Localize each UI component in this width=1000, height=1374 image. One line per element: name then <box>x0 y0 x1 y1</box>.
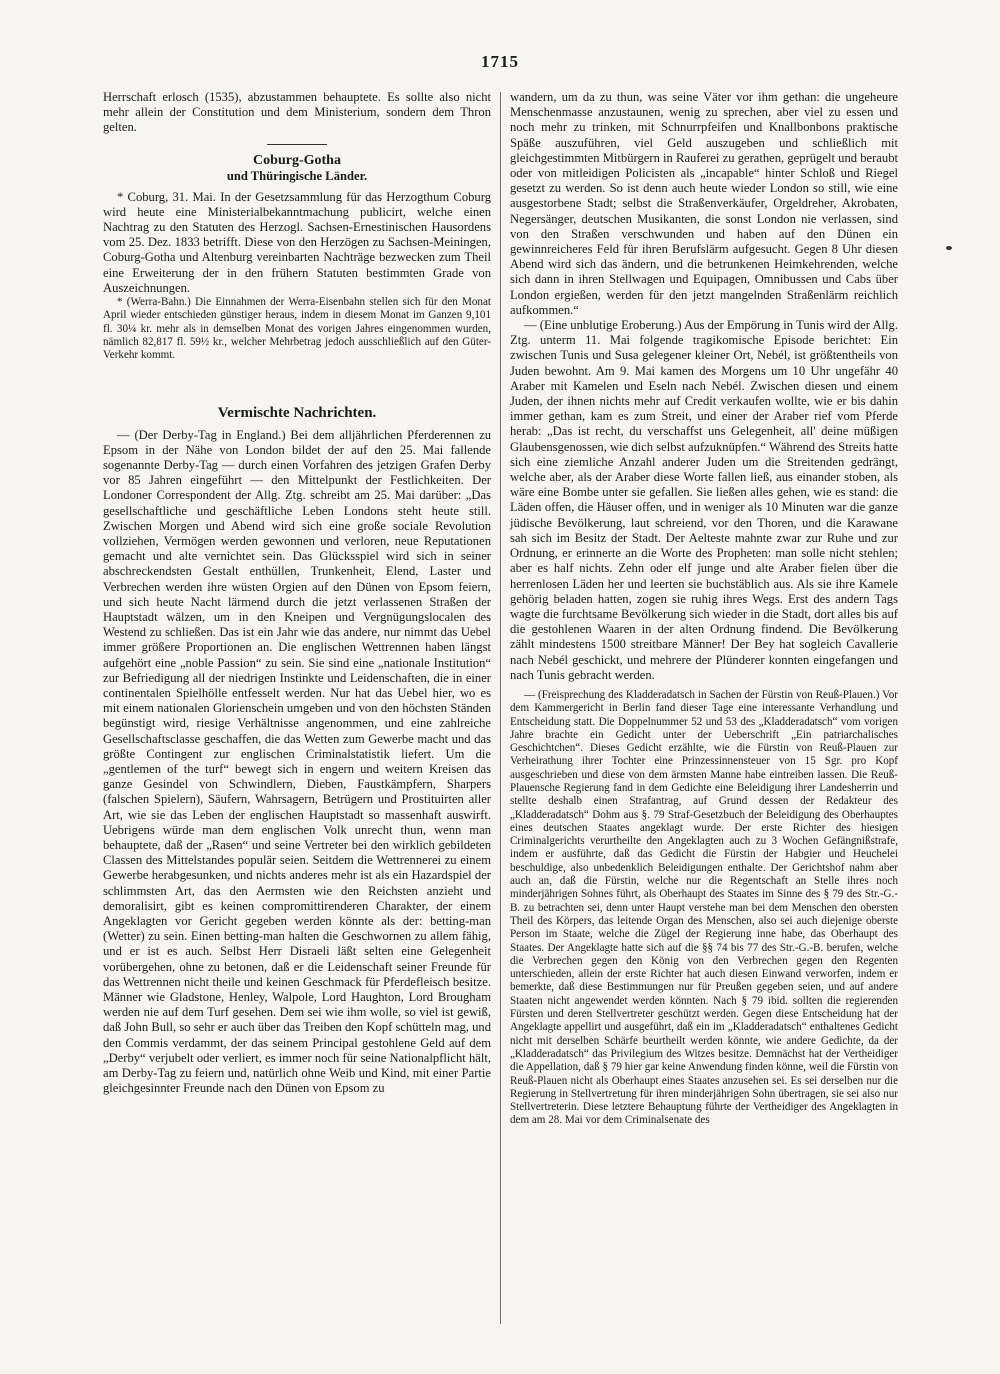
section-subtitle-coburg: und Thüringische Länder. <box>226 168 368 183</box>
page-number: 1715 <box>481 52 519 71</box>
article-derby-tag: — (Der Derby-Tag in England.) Bei dem alljährlichen Pferderennen zu Epsom in der Nähe von London bildet der auf den 25. Mai fallende sogenannte Derby-Tag — durch einen Vorfahren des jetzigen Grafen Derby vor 85 Jahren eingeführt — den Mittelpunkt der Festlichkeiten. Der Londoner Correspondent der Allg. Ztg. schreibt am 25. Mai darüber: „Das gesellschaftliche und geschäftliche Leben Londons steht heute still. Zwischen Morgen und Abend wird sich eine große sociale Revolution vollziehen, Vermögen werden gewonnen und verloren, neue Reputationen gemacht und alte vernichtet sein. Das Glücksspiel wird sich in seiner abschreckendsten Gestalt enthüllen, Trunkenheit, Elend, Laster und Verbrechen werden ihre wüsten Orgien auf den Dünen von Epsom feiern, und sich heute Nacht lärmend durch die jetzt verlassenen Straßen der Hauptstadt wälzen, um in den Kneipen und Vergnügungslocalen des Westend zu schließen. Das ist ein Jahr wie das andere, nur nimmt das Uebel immer größere Proportionen an. Die englischen Wettrennen haben längst aufgehört eine „noble Passion“ zu sein. Sie sind eine „nationale Institution“ zur Befriedigung all der niedrigen Instinkte und Leidenschaften, die in einer continentalen Spielhölle entfesselt werden. Nur hat das Uebel hier, wo es mit einem nationalen Glorienschein umgeben und von den höchsten Ständen begünstigt wird, riesige Verhältnisse angenommen, und eine zahlreiche Gesellschaftsclasse geschaffen, die das Wetten zum Gewerbe macht und das größte Contingent zur englischen Criminalstatistik liefert. Um die „gentlemen of the turf“ bewegt sich in engern und weitern Kreisen das ganze Gesindel von Schwindlern, Dieben, Faustkämpfern, Sharpers (falschen Spielern), Säufern, Wahrsagern, Betrügern und Prostituirten aller Art, wie sie das Leben der englischen Hauptstadt so massenhaft auswirft. Uebrigens würde man dem englischen Volk unrecht thun, wenn man behauptete, daß der „Rasen“ und seine Vertreter bei den wirklich gebildeten Classen des Mittelstandes populär seien. Seitdem die Wettrennerei zu einem Gewerbe herabgesunken, und nichts anderes mehr ist als ein Hazardspiel der schlimmsten Art, das den Aermsten wie den Reichsten anzieht und demoralisirt, gibt es keinen compromittirenderen Charakter, der einem Angeklagten vor Gericht gegeben werden könnte als der: betting-man (Wetter) zu sein. Einen betting-man halten die Geschwornen zu allem fähig, und er ist es auch. Selbst Herr Disraeli läßt selten eine Gelegenheit vorübergehen, ohne zu betonen, daß er die Leidenschaft seiner Freunde für das Wettrennen nicht theile und keinen Geschmack für Pferdefleisch besitze. Männer wie Gladstone, Henley, Walpole, Lord Haughton, Lord Brougham werden nie auf dem Turf gesehen. Dem sei wie ihm wolle, so viel ist gewiß, daß John Bull, so sehr er auch über das Treiben den Kopf schütteln mag, und den Commis verdammt, der das seinem Principal gestohlene Geld auf dem „Derby“ verjubelt oder verliert, es immer noch für seine Nationalpflicht hält, am Derby-Tag zu feiern und, natürlich ohne Weib und Kind, mit einer Partie gleichgesinnter Freunde nach den Dünen von Epsom zu <box>103 427 491 1096</box>
right-column <box>510 90 898 1128</box>
section-title-coburg: Coburg-Gotha <box>253 152 341 168</box>
column-divider <box>500 92 501 1324</box>
spacer <box>103 363 491 389</box>
left-column <box>103 90 491 1096</box>
article-coburg: * Coburg, 31. Mai. In der Gesetzsammlung für das Herzogthum Coburg wird heute eine Ministerialbekanntmachung publicirt, welche einen Nachtrag zu den Statuten des Herzogl. Sachsen-Ernestinischen Hausordens vom 25. Dez. 1833 betrifft. Diese von den Herzögen zu Sachsen-Meiningen, Coburg-Gotha und Altenburg vereinbarten Nachträge bezwecken zum Theil eine Erweiterung der in den frühern Statuten bestimmten Grade von Auszeichnungen. <box>103 189 491 295</box>
article-derby-tag-continued: wandern, um da zu thun, was seine Väter vor ihm gethan: die ungeheure Menschenmasse anzustaunen, wenig zu sprechen, aber viel zu essen und noch mehr zu trinken, mit Schnurrpfeifen und Knallbonbons praktische Späße auszuführen, viel Geld auszugeben und schließlich mit gleichgestimmten Mitbürgern in Rauferei zu gerathen, geprügelt und beraubt oder von mitleidigen Policisten als „incapable“ hinter Schloß und Riegel gesetzt zu werden. So ist denn auch heute wieder London so still, wie eine ausgestorbene Stadt; selbst die Straßenverkäufer, Orgeldreher, Akrobaten, Negersänger, deutschen Musikanten, die sonst London nie verlassen, sind von den Straßen verschwunden und haben auf den Dünen ein gewinnreicheres Feld für ihren Berufslärm aufgesucht. Gegen 8 Uhr diesen Abend wird sich das ändern, und die betrunkenen Heimkehrenden, welche sich dann in ihren Stellwagen und Equipagen, Omnibussen und Cabs über London ergießen, werden für den jetzt mangelnden Straßenlärm reichlich aufkommen.“ <box>510 90 898 317</box>
section-title-vermischte: Vermischte Nachrichten. <box>217 404 377 421</box>
intro-paragraph: Herrschaft erlosch (1535), abzustammen behauptete. Es sollte also nicht mehr allein der Constitution und dem Ministerium, sondern dem Thron gelten. <box>103 90 491 135</box>
article-werra-bahn: * (Werra-Bahn.) Die Einnahmen der Werra-Eisenbahn stellen sich für den Monat April wieder entschieden günstiger heraus, indem in diesem Monat im Ganzen 9,101 fl. 30¼ kr. mehr als in demselben Monat des vorigen Jahres eingenommen wurden, nämlich 82,817 fl. 59½ kr., welcher Mehrbetrag jedoch ausschließlich auf den Güter-Verkehr kommt. <box>103 296 491 362</box>
article-kladderadatsch: — (Freisprechung des Kladderadatsch in Sachen der Fürstin von Reuß-Plauen.) Vor dem Kammergericht in Berlin fand dieser Tage eine interessante Verhandlung und Entscheidung statt. Die Doppelnummer 52 und 53 des „Kladderadatsch“ vom vorigen Jahre brachte ein Gedicht unter der Ueberschrift „Ein patriarchalisches Geschichtchen“. Dieses Gedicht erzählte, wie die Fürstin von Reuß-Plauen zur Verheirathung ihrer Tochter eine Prinzessinnensteuer von 15 Sgr. pro Kopf ausgeschrieben und diese von dem ärmsten Manne habe eintreiben lassen. Die Reuß-Plauensche Regierung fand in dem Gedichte eine Beleidigung ihrer Landesherrin und stellte deshalb einen Strafantrag, auf Grund dessen der Redakteur des „Kladderadatsch“ Dohm aus §. 79 Straf-Gesetzbuch der Beleidigung des Oberhauptes eines deutschen Staates angeklagt wurde. Der erste Richter des hiesigen Criminalgerichts verurtheilte den Angeklagten auch zu 3 Wochen Gefängnißstrafe, indem er ausführte, daß das Gedicht die Fürstin der Habgier und Heuchelei beschuldige, also unbedenklich Beleidigungen enthalte. Der Gerichtshof nahm aber auch an, daß die Fürstin, welche nur die Regentschaft an Stelle ihres noch minderjährigen Sohnes führt, als Oberhaupt des Staates im Sinne des § 79 des Str.-G.-B. zu betrachten sei, denn unter Haupt verstehe man bei dem Menschen den obersten Theil des Körpers, das leitende Organ des Menschen, also sei auch diejenige oberste Person im Staate, welche die Zügel der Regierung inne habe, das Oberhaupt des Staates. Der Angeklagte hatte sich auf die §§ 74 bis 77 des Str.-G.-B. berufen, welche die Verbrechen gegen den König von den Verbrechen gegen den Regenten unterschieden, allein der erste Richter hat auch diesen Einwand verworfen, indem er bemerkte, daß diese Bestimmungen nur für Preußen gegeben seien, und auf andere Staaten nicht angewendet werden könnten. Nach § 79 ibid. sollten die regierenden Fürsten und deren Stellvertreter geschützt werden. Gegen diese Entscheidung hat der Angeklagte appellirt und ausgeführt, daß ein im „Kladderadatsch“ enthaltenes Gedicht nicht mit derselben Schärfe beurtheilt werden könnte, wie andere Gedichte, da der „Kladderadatsch“ das Privilegium des Witzes besitze. Demnächst hat der Vertheidiger die Appellation, daß § 79 hier gar keine Anwendung finden könne, weil die Fürstin von Reuß-Plauen nicht als Oberhaupt eines Staates anzusehen sei. Es sei derselben nur die Regierung in Stellvertretung für ihren minderjährigen Sohn übertragen, sie sei also nur Stellvertreterin. Diese letztere Behauptung führte der Vertheidiger des Angeklagten in dem am 28. Mai vor dem Criminalsenate des <box>510 688 898 1127</box>
section-divider <box>267 144 327 145</box>
ink-speck <box>946 246 952 250</box>
article-tunis: — (Eine unblutige Eroberung.) Aus der Empörung in Tunis wird der Allg. Ztg. unterm 11. Mai folgende tragikomische Episode berichtet: Ein zwischen Tunis und Susa gelegener kleiner Ort, Nebél, ist größtentheils von Juden bewohnt. Am 9. Mai kamen des Morgens um 10 Uhr ungefähr 40 Araber mit Kamelen und Eseln nach Nebél. Zwischen diesen und einem Juden, der ihnen nichts mehr auf Credit verkaufen wollte, wie er bis dahin immer gethan, kam es zum Streit, und einer der Araber rief vom Pferde herab: „Das ist recht, du verschaffst uns Gelegenheit, all' deine müßigen Glaubensgenossen, wie dich selbst aufzuknüpfen.“ Während des Streits hatte sich eine ziemliche Anzahl anderer Juden um die Streitenden gedrängt, welche aber, als der Araber diese Worte fallen ließ, aus einander stoben, als wäre eine Bombe unter sie gefallen. Sie ließen alles gehen, wie es stand: die Läden offen, die Häuser offen, und in weniger als 10 Minuten war die ganze jüdische Bevölkerung, laut schreiend, vor den Thoren, und die Karawane sah sich im Besitz der Stadt. Der Aelteste mahnte zwar zur Ruhe und zur Ordnung, er erinnerte an die Worte des Propheten: man solle nicht stehlen; aber es half nichts. Zehn oder elf junge und alte Araber fielen über die herrenlosen Läden her und leerten sie buchstäblich aus. Als sie ihre Kamele gehörig beladen hatten, zogen sie ruhig ihres Wegs. Erst des andern Tags wagte die furchtsame Bevölkerung sich wieder in die Stadt, dort alles bis auf die gestohlenen Waaren in der alten Ordnung findend. Die Bevölkerung zählt mindestens 1500 streitbare Männer! Der Bey hat sogleich Cavallerie nach Nebél geschickt, und mehrere der Plünderer konnten eingefangen und nach Tunis gebracht werden. <box>510 318 898 682</box>
